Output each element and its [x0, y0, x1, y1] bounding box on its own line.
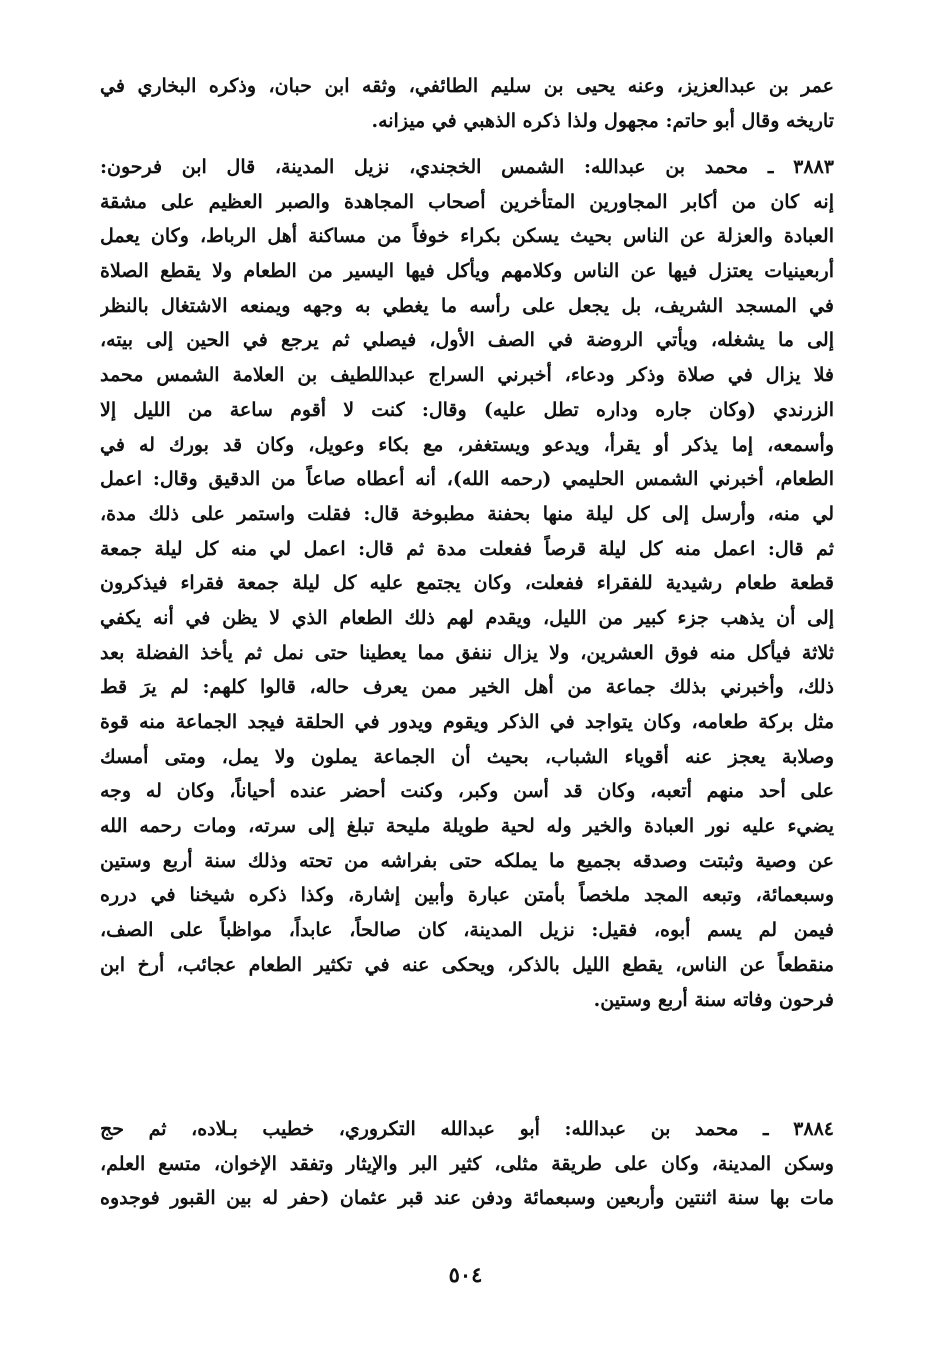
- text-line: أربعينيات يعتزل فيها عن الناس وكلامهم ويأكل فيها اليسير من الطعام ولا يقطع الصلاة: [100, 260, 834, 283]
- text-segment: الشمس الخجندي، نزيل المدينة، قال ابن فرحون:: [100, 156, 565, 178]
- text-line: قطعة طعام رشيدية للفقراء ففعلت، وكان يجتمع عليه كل ليلة جمعة فقراء فيذكرون: [100, 572, 834, 595]
- text-line: العبادة والعزلة عن الناس بحيث يسكن بكراء خوفاً من مساكنة أهل الرباط، وكان يعمل: [100, 225, 834, 248]
- text-line: إلى ما يشغله، ويأتي الروضة في الصف الأول، فيصلي ثم يرجع في الحين إلى بيته،: [100, 329, 834, 352]
- text-line: الزرندي (وكان جاره وداره تطل عليه) وقال: كنت لا أقوم ساعة من الليل إلا: [100, 398, 834, 421]
- text-line: على أحد منهم أتعبه، وكان قد أسن وكبر، وكنت أحضر عنده أحياناً، وكان له وجه: [100, 780, 834, 803]
- text-line: لي منه، وأرسل إلى كل ليلة منها بحفنة مطبوخة قال: فقلت واستمر على ذلك مدة،: [100, 502, 834, 525]
- text-line: فيمن لم يسم أبوه، فقيل: نزيل المدينة، كان صالحاً، عابداً، مواظباً على الصف،: [100, 919, 834, 942]
- page-number: ٥٠٤: [448, 1262, 483, 1287]
- entry-heading: ٣٨٨٣ ـ محمد بن عبدالله:: [584, 156, 834, 178]
- text-line: ثم قال: اعمل منه كل ليلة قرصاً ففعلت مدة ثم قال: اعمل لي منه كل ليلة جمعة: [100, 537, 834, 560]
- text-line: ذلك، وأخبرني بذلك جماعة من أهل الخير ممن يعرف حاله، قالوا كلهم: لم يرَ قط: [100, 676, 834, 699]
- entry-3884: [100, 1112, 834, 1216]
- text-line: ثلاثة فيأكل منه فوق العشرين، ولا يزال ننفق مما يعطينا حتى نمل ثم يأخذ الفضلة بعد: [100, 641, 834, 664]
- text-line: إلى أن يذهب جزء كبير من الليل، ويقدم لهم ذلك الطعام الذي لا يظن في أنه يكفي: [100, 606, 834, 629]
- text-line: عن وصية وثبتت وصدقه بجميع ما يملكه حتى بفراشه من تحته وذلك سنة أربع وستين: [100, 849, 834, 872]
- text-line: في المسجد الشريف، بل يجعل على رأسه ما يغطي به وجهه ويمنعه الاشتغال بالنظر: [100, 294, 834, 317]
- text-line: وصلابة يعجز عنه أقوياء الشباب، بحيث أن الجماعة يملون ولا يمل، ومتى أمسك: [100, 745, 834, 768]
- text-line: وأسمعه، إما يذكر أو يقرأ، ويدعو ويستغفر، مع بكاء وعويل، وكان قد بورك له في: [100, 433, 834, 456]
- text-line: [100, 150, 834, 185]
- text-line: الطعام، أخبرني الشمس الحليمي (رحمه الله)، أنه أعطاه صاعاً من الدقيق وقال: اعمل: [100, 468, 834, 491]
- text-line: وسبعمائة، وتبعه المجد ملخصاً بأمتن عبارة وأبين إشارة، وكذا ذكره شيخنا في درره: [100, 884, 834, 907]
- entry-heading: ٣٨٨٤ ـ محمد بن عبدالله:: [564, 1118, 834, 1140]
- text-line: وسكن المدينة، وكان على طريقة مثلى، كثير البر والإيثار وتفقد الإخوان، متسع العلم،: [100, 1152, 834, 1175]
- text-line: فرحون وفاته سنة أربع وستين.: [593, 988, 834, 1011]
- text-line: مات بها سنة اثنتين وأربعين وسبعمائة ودفن عند قبر عثمان (حفر له بين القبور فوجدوه: [100, 1187, 834, 1210]
- text-line: منقطعاً عن الناس، يقطع الليل بالذكر، ويحكى عنه في تكثير الطعام عجائب، أرخ ابن: [100, 953, 834, 976]
- text-line: يضيء عليه نور العبادة والخير وله لحية طويلة مليحة تبلغ إلى سرته، ومات رحمه الله: [100, 815, 834, 838]
- text-line: إنه كان من أكابر المجاورين المتأخرين أصحاب المجاهدة والصبر العظيم على مشقة: [100, 190, 834, 213]
- text-line: عمر بن عبدالعزيز، وعنه يحيى بن سليم الطائفي، وثقه ابن حبان، وذكره البخاري في: [100, 75, 834, 97]
- text-line: [100, 1112, 834, 1147]
- text-segment: أبو عبدالله التكروري، خطيب بـلاده، ثم حج: [100, 1118, 540, 1140]
- entry-continuation: [100, 69, 834, 138]
- text-line: مثل بركة طعامه، وكان يتواجد في الذكر ويقوم ويدور في الحلقة فيجد الجماعة منه قوة: [100, 711, 834, 733]
- entry-3883: [100, 150, 834, 1017]
- text-line: فلا يزال في صلاة وذكر ودعاء، أخبرني السراج عبداللطيف بن العلامة الشمس محمد: [100, 364, 834, 387]
- text-line: تاريخه وقال أبو حاتم: مجهول ولذا ذكره الذهبي في ميزانه.: [371, 109, 834, 132]
